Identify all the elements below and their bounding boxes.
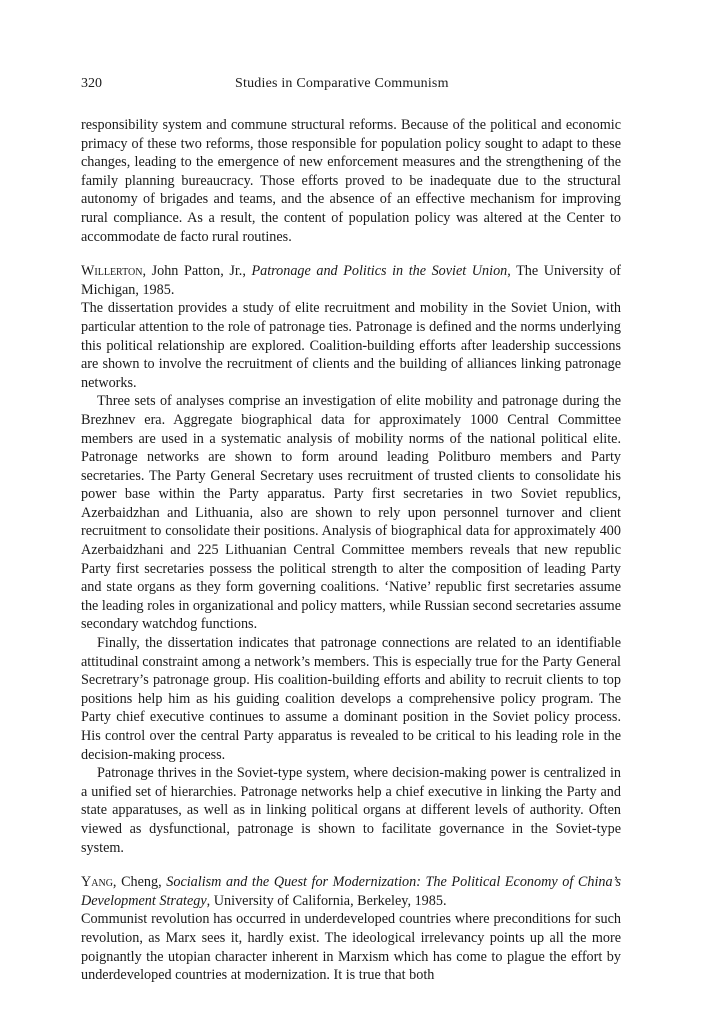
yang-title: Socialism and the Quest for Modernization: The Political Economy of China’s Development Strategy — [81, 874, 621, 909]
entry-spacer — [81, 857, 621, 873]
page-body — [81, 116, 621, 985]
entry-spacer — [81, 246, 621, 262]
yang-paragraph-1: Communist revolution has occurred in underdeveloped countries where preconditions for such revolution, as Marx sees it, hardly exist. The ideological irrelevancy points up all the more poignantly the utopian character inherent in Marxism which has come to plague the effort by underdeveloped countries at modernization. It is true that both — [81, 911, 621, 984]
willerton-citation — [81, 262, 621, 299]
willerton-author: Willerton — [81, 263, 143, 280]
continued-abstract-paragraph: responsibility system and commune structural reforms. Because of the political and economic primacy of these two reforms, those responsible for population policy sought to adapt to these changes, leading to the emergence of new enforcement measures and the strengthening of the family planning bureaucracy. Those efforts proved to be inadequate due to the structural autonomy of brigades and teams, and the absence of an effective mechanism for improving rural compliance. As a result, the content of population policy was altered at the Center to accommodate de facto rural routines. — [81, 117, 621, 245]
willerton-name: , John Patton, Jr., — [142, 263, 252, 280]
willerton-publisher: , The University of Michigan, 1985. — [81, 263, 622, 298]
yang-citation — [81, 873, 621, 910]
willerton-title: Patronage and Politics in the Soviet Union — [251, 263, 508, 280]
willerton-paragraph-2: Three sets of analyses comprise an investigation of elite mobility and patronage during the Brezhnev era. Aggregate biographical data for approximately 1000 Central Committee members are used in a systematic analysis of mobility norms of the national political elite. Patronage networks are shown to form around leading Politburo members and Party secretaries. The Party General Secretary uses recruitment of trusted clients to consolidate his power base within the Party apparatus. Party first secretaries in two Soviet republics, Azerbaidzhan and Lithuania, also are shown to rely upon personnel turnover and client recruitment to consolidate their positions. Analysis of biographical data for approximately 400 Azerbaidzhani and 225 Lithuanian Central Committee members reveals that new republic Party first secretaries possess the political strength to alter the composition of leading Party and state organs as they form governing coalitions. ‘Native’ republic first secretaries assume the leading roles in organizational and policy matters, while Russian second secretaries assume secondary watchdog functions. — [81, 393, 621, 633]
running-head: Studies in Comparative Communism — [235, 76, 449, 91]
yang-name: , Cheng, — [112, 874, 167, 891]
page-number: 320 — [81, 76, 102, 91]
willerton-paragraph-1: The dissertation provides a study of elite recruitment and mobility in the Soviet Union, with particular attention to the role of patronage ties. Patronage is defined and the norms underlying this political relationship are explored. Coalition-building efforts after leadership successions are shown to involve the recruitment of clients and the building of alliances linking patronage networks. — [81, 300, 621, 391]
yang-author: Yang — [81, 874, 113, 891]
yang-publisher: , University of California, Berkeley, 1985. — [206, 892, 447, 909]
willerton-paragraph-4: Patronage thrives in the Soviet-type system, where decision-making power is centralized in a unified set of hierarchies. Patronage networks help a chief executive in linking the Party and state apparatuses, as well as in linking political organs at different levels of authority. Often viewed as dysfunctional, patronage is shown to facilitate governance in the Soviet-type system. — [81, 765, 621, 856]
willerton-paragraph-3: Finally, the dissertation indicates that patronage connections are related to an identifiable attitudinal constraint among a network’s members. This is especially true for the Party General Secretrary’s patronage group. His coalition-building efforts and ability to recruit clients to top positions help him as his guiding coalition develops a comprehensive policy program. The Party chief executive continues to assume a dominant position in the Soviet policy process. His control over the central Party apparatus is revealed to be critical to his leading role in the decision-making process. — [81, 635, 621, 763]
page-header — [81, 76, 621, 96]
